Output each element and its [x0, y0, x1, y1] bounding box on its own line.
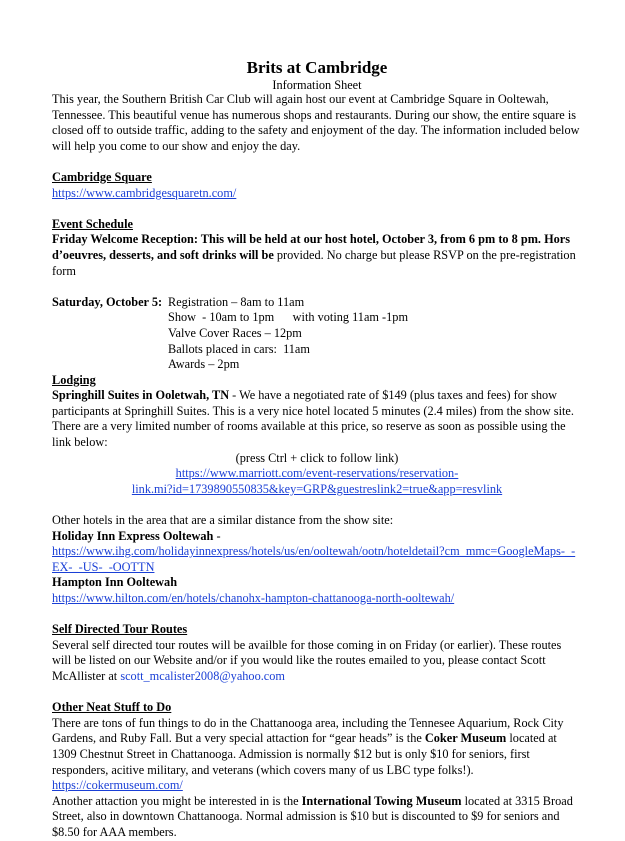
springhill-text: - We have a negotiated rate of $149 (plus taxes and fees) for show participants at Springhill Suites. This is a very nice hotel located 5 minutes (2.4 miles) from the show site. There are a very limited number of rooms available at this price, so reserve as soon as possible using the link below: [52, 388, 574, 450]
towing-museum-name: International Towing Museum [301, 793, 462, 808]
document-subtitle: Information Sheet [272, 78, 362, 92]
other-text-3: Another attaction you might be interested in is the [52, 793, 302, 808]
other-text-1: There are tons of fun things to do in the Chattanooga area, including the Tennesee Aquarium, Rock City Gardens, and Ruby Fall. But a very special attaction for “gear heads” is the [52, 715, 564, 746]
saturday-label: Saturday, October 5: [52, 294, 163, 309]
tours-heading: Self Directed Tour Routes [52, 622, 188, 637]
schedule-item: Ballots placed in cars: 11am [168, 341, 310, 356]
lodging-heading: Lodging [52, 372, 96, 387]
other-heading: Other Neat Stuff to Do [52, 700, 172, 715]
ctrl-click-note: (press Ctrl + click to follow link) [235, 450, 399, 465]
coker-museum-name: Coker Museum [424, 731, 507, 746]
document [52, 58, 582, 841]
document-title: Brits at Cambridge [246, 58, 388, 77]
holiday-inn-dash: - [213, 528, 221, 543]
other-text-2: located at 1309 Chestnut Street in Chattanooga. Admission is normally $12 but is only $10 for seniors, first responders, acitive military, and veterans (which covers many of us LBC type folks!). [52, 731, 557, 777]
contact-email-link[interactable]: scott_mcalister2008@yahoo.com [120, 668, 285, 683]
springhill-name: Springhill Suites in Ooletwah, TN [52, 388, 230, 403]
springhill-paragraph [52, 388, 582, 450]
marriott-link-line1[interactable]: https://www.marriott.com/event-reservations/reservation- [175, 466, 459, 481]
schedule-heading: Event Schedule [52, 216, 133, 231]
hampton-inn-name: Hampton Inn Ooltewah [52, 575, 178, 590]
cambridge-heading: Cambridge Square [52, 169, 152, 184]
towing-paragraph [52, 794, 582, 841]
friday-paragraph [52, 232, 582, 279]
friday-bold-text: Friday Welcome Reception: This will be held at our host hotel, October 3, from 6 pm to 8 pm. Hors d’oeuvres, desserts, and soft drinks will be [52, 232, 571, 262]
tours-paragraph [52, 638, 582, 685]
marriott-link-line2[interactable]: link.mi?id=1739890550835&key=GRP&guestreslink2=true&app=resvlink [131, 481, 503, 496]
schedule-item: Show - 10am to 1pm with voting 11am -1pm [168, 310, 409, 325]
other-text-4: located at 3315 Broad Street, also in downtown Chattanooga. Normal admission is $10 but is discounted to $9 for seniors and $8.50 for AAA members. [52, 793, 573, 839]
holiday-inn-link[interactable]: https://www.ihg.com/holidayinnexpress/hotels/us/en/ooltewah/ootn/hoteldetail?cm_mmc=GoogleMaps-_-EX-_-US-_-OOTTN [52, 544, 576, 574]
other-hotels-intro: Other hotels in the area that are a similar distance from the show site: [52, 513, 394, 528]
saturday-schedule [52, 295, 582, 373]
tours-text: Several self directed tour routes will be availble for those coming in on Friday (or earlier). These routes will be listed on our Website and/or if you would like the routes emailed to you, please contact Scott McAllister at [52, 637, 562, 683]
coker-museum-link[interactable]: https://cokermuseum.com/ [52, 778, 183, 793]
cambridge-link[interactable]: https://www.cambridgesquaretn.com/ [52, 185, 237, 200]
intro-paragraph: This year, the Southern British Car Club will again host our event at Cambridge Square in Ooltewah, Tennessee. This beautiful venue has numerous shops and restaurants. During our show, the entire square is closed off to outside traffic, adding to the safety and enjoyment of the day. The information included below will help you come to our show and enjoy the day. [52, 92, 580, 153]
schedule-item: Registration – 8am to 11am [168, 294, 305, 309]
schedule-item: Awards – 2pm [168, 357, 240, 372]
other-paragraph [52, 716, 582, 778]
friday-rest-text: provided. No charge but please RSVP on the pre-registration form [52, 247, 576, 278]
hampton-inn-link[interactable]: https://www.hilton.com/en/hotels/chanohx-hampton-chattanooga-north-ooltewah/ [52, 591, 455, 605]
holiday-inn-name: Holiday Inn Express Ooltewah [52, 528, 214, 543]
schedule-item: Valve Cover Races – 12pm [168, 325, 302, 340]
